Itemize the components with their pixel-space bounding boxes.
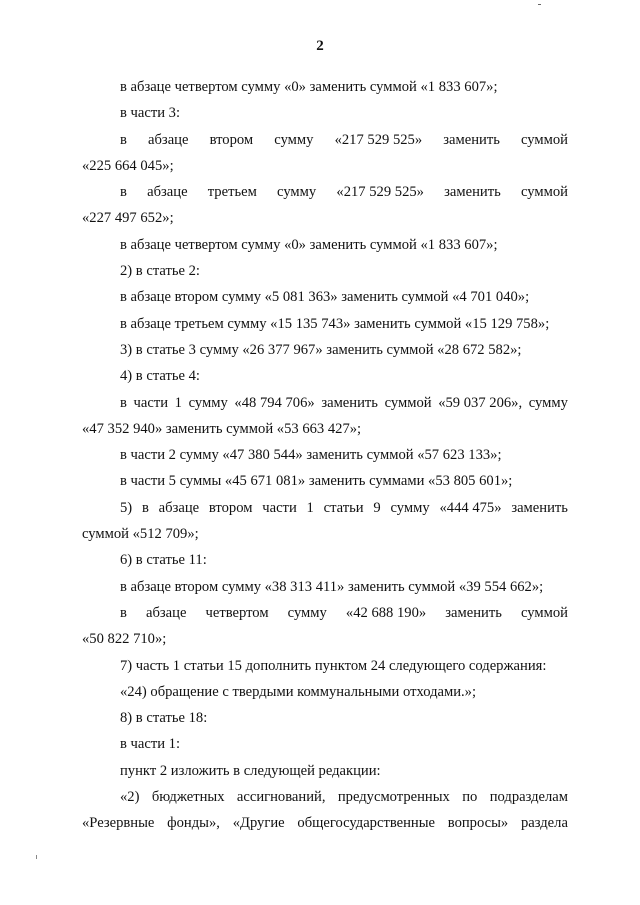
- word: суммой: [520, 604, 568, 621]
- word: суммой: [521, 131, 568, 148]
- word: абзаце: [147, 184, 188, 201]
- text-line: в абзаце третьем сумму «15 135 743» заменить суммой «15 129 758»;: [120, 315, 550, 332]
- text-line: 7) часть 1 статьи 15 дополнить пунктом 24 следующего содержания:: [120, 657, 547, 674]
- word: «59 037 206»,: [438, 394, 523, 411]
- text-line: 3) в статье 3 сумму «26 377 967» заменить суммой «28 672 582»;: [120, 341, 522, 358]
- word: вопросы»: [447, 815, 509, 832]
- word: общегосударственные: [297, 815, 436, 832]
- word: подразделам: [489, 789, 568, 806]
- word: сумму: [274, 131, 314, 148]
- word: ассигнований,: [236, 789, 326, 806]
- word: сумму: [277, 184, 317, 201]
- text-line: [82, 784, 568, 810]
- text-line: «50 822 710»;: [82, 631, 167, 648]
- text-line: в абзаце четвертом сумму «0» заменить суммой «1 833 607»;: [120, 79, 498, 95]
- word: суммой: [384, 394, 432, 411]
- word: абзаце: [146, 604, 187, 621]
- text-line: «225 664 045»;: [82, 157, 174, 174]
- scan-artifact-mark: [538, 4, 541, 5]
- word: статьи: [323, 499, 364, 516]
- text-line: «227 497 652»;: [82, 210, 174, 227]
- word: 1: [174, 394, 182, 411]
- word: суммой: [520, 184, 568, 201]
- text-line: [82, 179, 568, 205]
- word: «217 529 525»: [336, 184, 424, 201]
- text-line: «47 352 940» заменить суммой «53 663 427»;: [82, 420, 362, 437]
- word: втором: [209, 131, 254, 148]
- word: в: [120, 394, 127, 411]
- word: раздела: [520, 815, 568, 832]
- text-line: «24) обращение с твердыми коммунальными отходами.»;: [120, 683, 477, 700]
- word: заменить: [444, 184, 501, 201]
- text-line: в части 1:: [120, 736, 181, 753]
- word: заменить: [511, 499, 568, 516]
- word: в: [120, 604, 127, 621]
- word: бюджетных: [151, 789, 225, 806]
- document-body: [82, 74, 568, 837]
- word: абзаце: [148, 131, 189, 148]
- word: в: [120, 184, 127, 201]
- text-line: [82, 390, 568, 416]
- scan-artifact-mark: [36, 855, 37, 859]
- word: «48 794 706»: [234, 394, 315, 411]
- word: сумму: [528, 394, 568, 411]
- word: втором: [208, 499, 253, 516]
- word: в: [120, 131, 127, 148]
- word: 9: [373, 499, 381, 516]
- text-line: [82, 810, 568, 836]
- word: сумму: [287, 604, 327, 621]
- text-line: пункт 2 изложить в следующей редакции:: [120, 762, 381, 779]
- word: по: [462, 789, 478, 806]
- word: сумму: [188, 394, 228, 411]
- word: заменить: [321, 394, 378, 411]
- word: 1: [306, 499, 314, 516]
- word: третьем: [207, 184, 257, 201]
- word: части: [133, 394, 169, 411]
- text-line: 6) в статье 11:: [120, 552, 207, 569]
- word: в: [141, 499, 149, 516]
- text-line: в абзаце втором сумму «5 081 363» заменить суммой «4 701 040»;: [120, 289, 530, 306]
- text-line: 4) в статье 4:: [120, 368, 200, 385]
- word: предусмотренных: [337, 789, 450, 806]
- word: абзаце: [158, 499, 200, 516]
- word: «2): [120, 789, 140, 806]
- text-line: в части 3:: [120, 105, 181, 122]
- text-line: в части 5 суммы «45 671 081» заменить суммами «53 805 601»;: [120, 473, 513, 490]
- text-line: в абзаце четвертом сумму «0» заменить суммой «1 833 607»;: [120, 236, 498, 253]
- word: фонды»,: [167, 815, 220, 832]
- word: 5): [120, 499, 133, 516]
- word: «Другие: [232, 815, 285, 832]
- text-line: 2) в статье 2:: [120, 263, 200, 280]
- text-line: [82, 495, 568, 521]
- word: «Резервные: [82, 815, 155, 832]
- word: заменить: [445, 604, 502, 621]
- text-line: [82, 600, 568, 626]
- word: заменить: [443, 131, 500, 148]
- text-line: суммой «512 709»;: [82, 526, 199, 543]
- word: «444 475»: [439, 499, 502, 516]
- word: части: [262, 499, 297, 516]
- text-line: в абзаце втором сумму «38 313 411» заменить суммой «39 554 662»;: [120, 578, 544, 595]
- text-line: 8) в статье 18:: [120, 710, 208, 727]
- word: четвертом: [205, 604, 269, 621]
- word: сумму: [390, 499, 430, 516]
- text-line: [82, 127, 568, 153]
- word: «217 529 525»: [334, 131, 423, 148]
- word: «42 688 190»: [345, 604, 427, 621]
- page-number: 2: [316, 38, 324, 54]
- text-line: в части 2 сумму «47 380 544» заменить суммой «57 623 133»;: [120, 447, 502, 464]
